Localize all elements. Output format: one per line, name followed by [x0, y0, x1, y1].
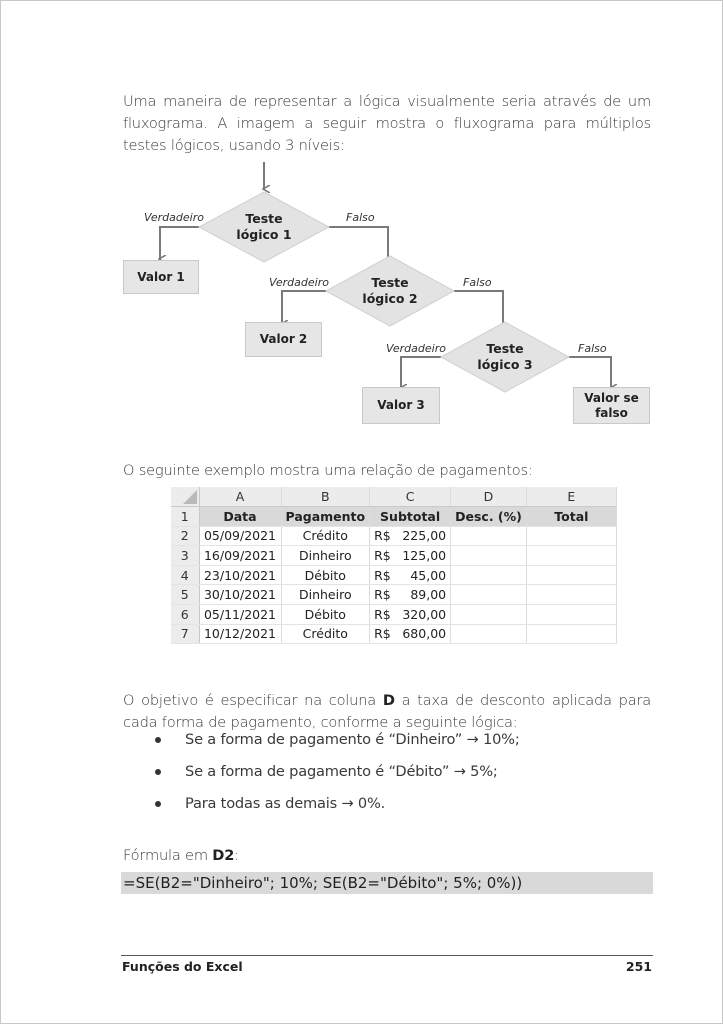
currency-symbol: R$	[374, 587, 391, 603]
cell-data: 05/11/2021	[199, 605, 281, 625]
cell-pagamento: Débito	[281, 565, 370, 585]
column-header-d: D	[451, 487, 527, 507]
cell-desc	[451, 624, 527, 644]
true-label-3: Verdadeiro	[386, 342, 446, 355]
cell-data: 16/09/2021	[199, 546, 281, 566]
header-cell-pagamento: Pagamento	[281, 507, 370, 527]
column-header-e: E	[526, 487, 616, 507]
table-row	[171, 546, 616, 566]
table-row	[171, 624, 616, 644]
page-number: 251	[625, 959, 652, 974]
intro-paragraph: Uma maneira de representar a lógica visualmente seria através de um fluxograma. A imagem a seguir mostra o fluxograma para múltiplos testes lógicos, usando 3 níveis:	[123, 92, 651, 154]
cell-subtotal	[370, 585, 451, 605]
bullet-icon	[155, 769, 161, 775]
row-number: 4	[171, 565, 199, 585]
cell-subtotal	[370, 526, 451, 546]
cell-total	[526, 585, 616, 605]
decision-text-2: Teste lógico 2	[362, 275, 418, 306]
cell-total	[526, 624, 616, 644]
false-value-box: Valor se falso	[573, 387, 650, 424]
example-intro: O seguinte exemplo mostra uma relação de pagamentos:	[123, 461, 533, 479]
true-arrow-3	[401, 357, 441, 388]
value-box-1: Valor 1	[123, 260, 199, 294]
column-header-a: A	[199, 487, 281, 507]
value-box-3: Valor 3	[362, 387, 440, 424]
cell-data: 05/09/2021	[199, 526, 281, 546]
cell-pagamento: Dinheiro	[281, 546, 370, 566]
cell-reference: D2	[212, 846, 235, 864]
subtotal-value: 320,00	[402, 606, 447, 622]
header-cell-desc: Desc. (%)	[451, 507, 527, 527]
cell-pagamento: Dinheiro	[281, 585, 370, 605]
footer-divider	[121, 955, 653, 956]
select-all-corner	[171, 487, 199, 507]
list-item: Para todas as demais → 0%.	[123, 793, 651, 825]
column-reference: D	[382, 691, 395, 709]
list-item: Se a forma de pagamento é “Dinheiro” → 10%;	[123, 729, 651, 761]
payments-spreadsheet	[171, 487, 617, 644]
flowchart	[111, 156, 671, 428]
value-box-2: Valor 2	[245, 322, 322, 357]
cell-subtotal	[370, 546, 451, 566]
subtotal-value: 45,00	[410, 567, 447, 583]
false-arrow-3	[569, 357, 611, 388]
currency-symbol: R$	[374, 528, 391, 544]
table-row	[171, 526, 616, 546]
cell-data: 23/10/2021	[199, 565, 281, 585]
formula-intro: Fórmula em D2:	[123, 846, 239, 864]
subtotal-value: 225,00	[402, 528, 447, 544]
cell-data: 10/12/2021	[199, 624, 281, 644]
table-row	[171, 585, 616, 605]
table-header-row	[171, 507, 616, 527]
decision-text-3: Teste lógico 3	[477, 341, 533, 372]
decision-text-1: Teste lógico 1	[236, 211, 292, 242]
header-cell-subtotal: Subtotal	[370, 507, 451, 527]
cell-desc	[451, 546, 527, 566]
row-number: 2	[171, 526, 199, 546]
row-number: 1	[171, 507, 199, 527]
cell-total	[526, 526, 616, 546]
row-number: 5	[171, 585, 199, 605]
cell-pagamento: Crédito	[281, 526, 370, 546]
cell-pagamento: Crédito	[281, 624, 370, 644]
row-number: 7	[171, 624, 199, 644]
table-row	[171, 605, 616, 625]
column-header-b: B	[281, 487, 370, 507]
true-arrow-2	[282, 291, 326, 324]
true-label-1: Verdadeiro	[144, 211, 204, 224]
cell-total	[526, 605, 616, 625]
column-header-row	[171, 487, 616, 507]
subtotal-value: 125,00	[402, 548, 447, 564]
header-cell-total: Total	[526, 507, 616, 527]
false-label-1: Falso	[346, 211, 375, 224]
cell-subtotal	[370, 605, 451, 625]
true-label-2: Verdadeiro	[269, 276, 329, 289]
currency-symbol: R$	[374, 626, 391, 642]
table-row	[171, 565, 616, 585]
cell-desc	[451, 605, 527, 625]
cell-total	[526, 565, 616, 585]
bullet-icon	[155, 801, 161, 807]
false-arrow-2	[454, 291, 503, 331]
subtotal-value: 89,00	[410, 587, 447, 603]
cell-data: 30/10/2021	[199, 585, 281, 605]
true-arrow-1	[160, 227, 199, 259]
cell-desc	[451, 565, 527, 585]
false-label-2: Falso	[463, 276, 492, 289]
row-number: 3	[171, 546, 199, 566]
subtotal-value: 680,00	[402, 626, 447, 642]
cell-desc	[451, 526, 527, 546]
currency-symbol: R$	[374, 548, 391, 564]
column-header-c: C	[370, 487, 451, 507]
cell-total	[526, 546, 616, 566]
header-cell-data: Data	[199, 507, 281, 527]
formula-code-block: =SE(B2="Dinheiro"; 10%; SE(B2="Débito"; 5%; 0%))	[121, 872, 653, 894]
false-label-3: Falso	[578, 342, 607, 355]
row-number: 6	[171, 605, 199, 625]
currency-symbol: R$	[374, 567, 391, 583]
discount-rules-list	[123, 729, 651, 825]
bullet-icon	[155, 737, 161, 743]
false-arrow-1	[329, 227, 388, 266]
list-item: Se a forma de pagamento é “Débito” → 5%;	[123, 761, 651, 793]
objective-paragraph: O objetivo é especificar na coluna D a taxa de desconto aplicada para cada forma de pagamento, conforme a seguinte lógica:	[123, 691, 651, 731]
footer-title: Funções do Excel	[122, 959, 243, 974]
cell-subtotal	[370, 565, 451, 585]
cell-subtotal	[370, 624, 451, 644]
currency-symbol: R$	[374, 606, 391, 622]
cell-desc	[451, 585, 527, 605]
cell-pagamento: Débito	[281, 605, 370, 625]
